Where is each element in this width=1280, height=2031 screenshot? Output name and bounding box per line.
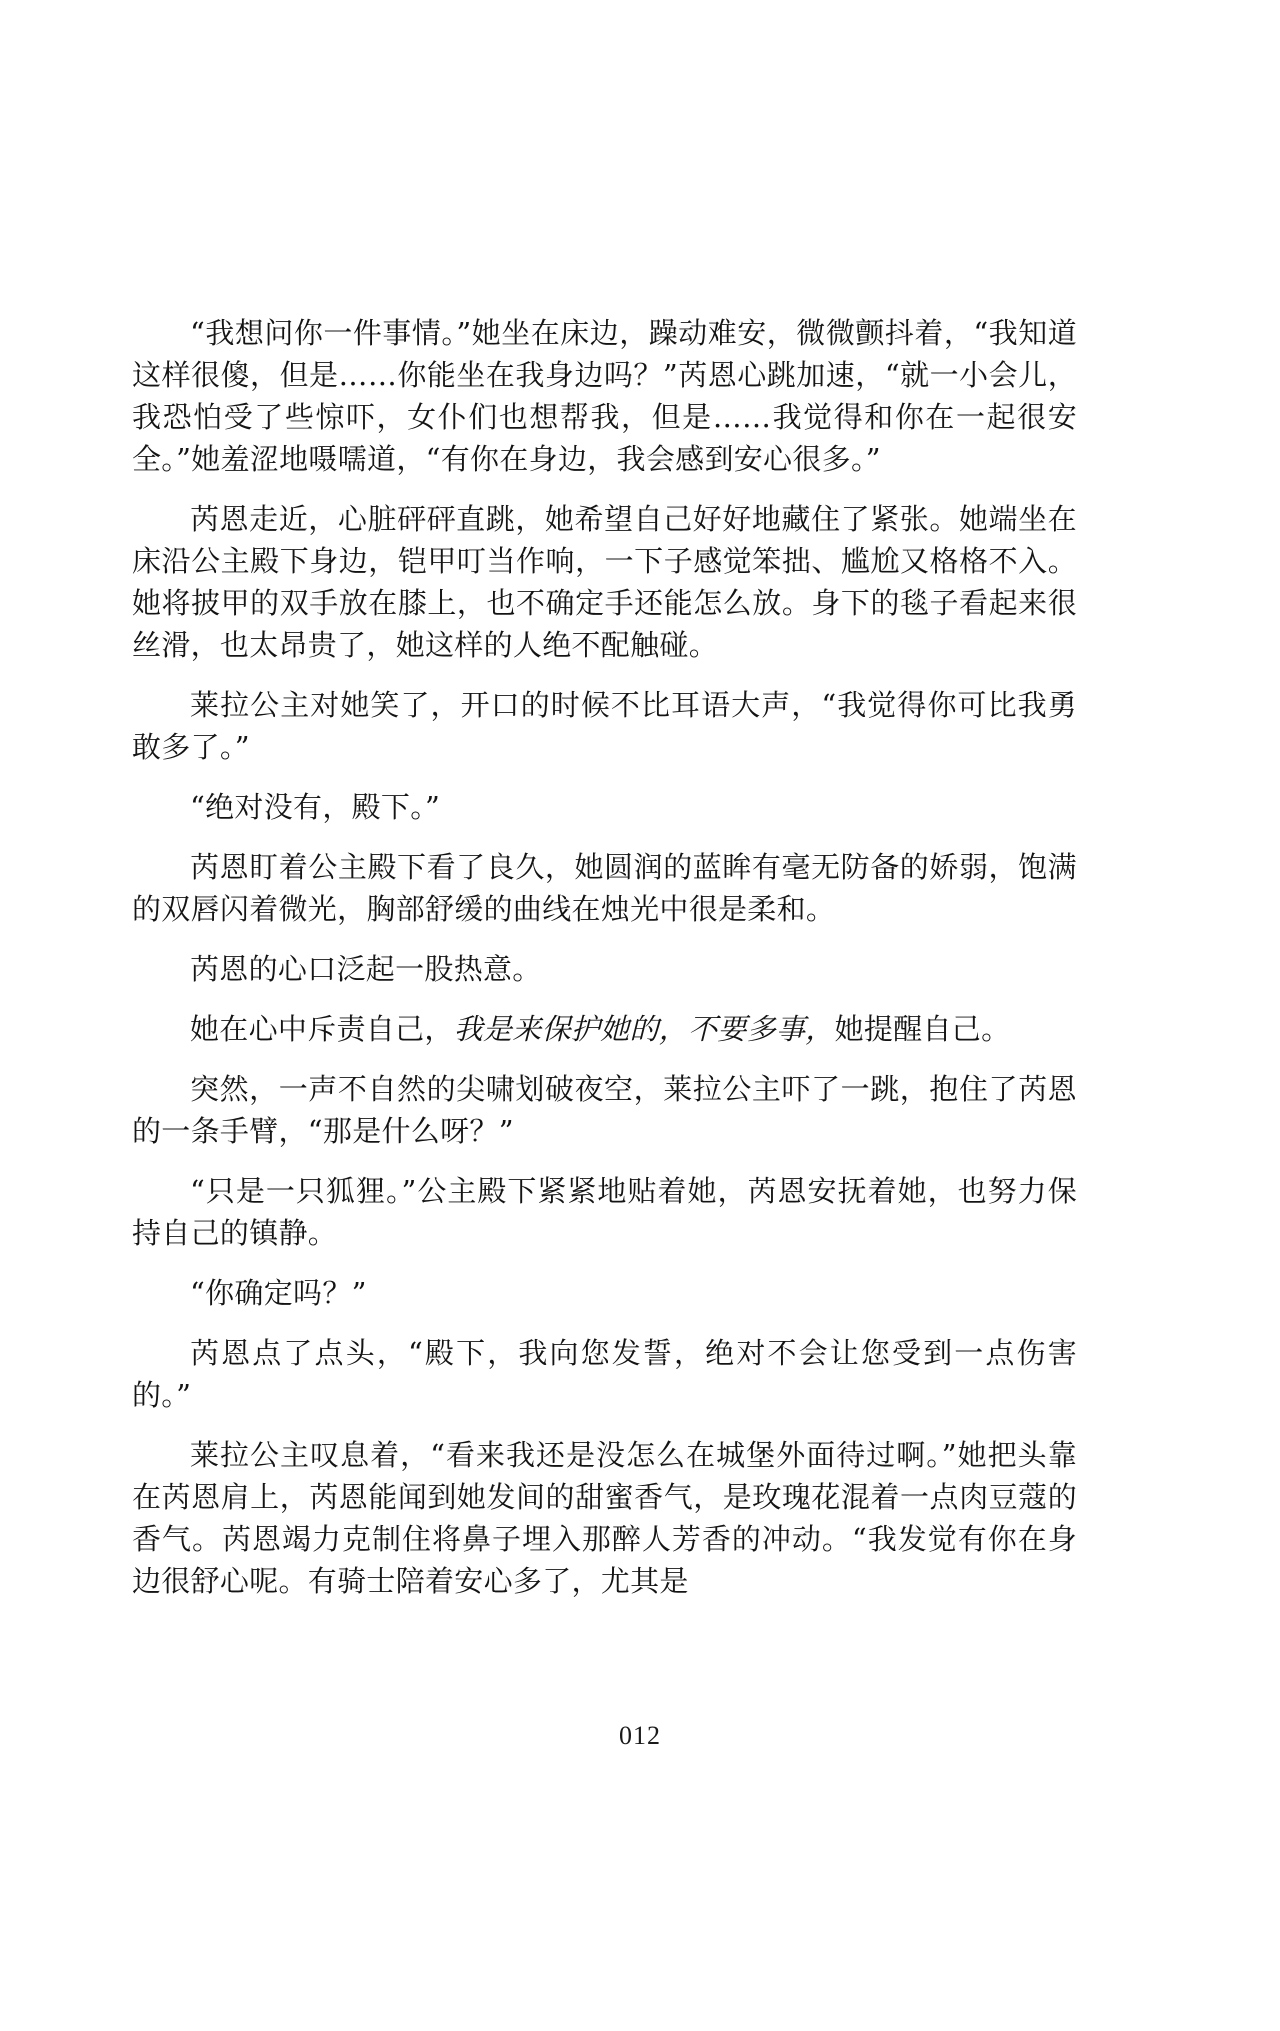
paragraph: 芮恩点了点头，“殿下，我向您发誓，绝对不会让您受到一点伤害的。” xyxy=(132,1336,1077,1412)
paragraph: “你确定吗？” xyxy=(190,1276,367,1310)
paragraph: “只是一只狐狸。”公主殿下紧紧地贴着她，芮恩安抚着她，也努力保持自己的镇静。 xyxy=(132,1174,1077,1250)
italic-thought: 我是来保护她的，不要多事， xyxy=(453,1012,835,1046)
paragraph: 芮恩盯着公主殿下看了良久，她圆润的蓝眸有毫无防备的娇弱，饱满的双唇闪着微光，胸部舒缓的曲线在烛光中很是柔和。 xyxy=(132,850,1077,926)
paragraph-text-after: 她提醒自己。 xyxy=(834,1012,1011,1046)
paragraph: “绝对没有，殿下。” xyxy=(190,790,441,824)
paragraph: 突然，一声不自然的尖啸划破夜空，莱拉公主吓了一跳，抱住了芮恩的一条手臂，“那是什么呀？” xyxy=(132,1072,1077,1148)
body-text xyxy=(132,312,1077,1620)
paragraph: 芮恩走近，心脏砰砰直跳，她希望自己好好地藏住了紧张。她端坐在床沿公主殿下身边，铠甲叮当作响，一下子感觉笨拙、尴尬又格格不入。她将披甲的双手放在膝上，也不确定手还能怎么放。身下的毯子看起来很丝滑，也太昂贵了，她这样的人绝不配触碰。 xyxy=(132,502,1077,662)
paragraph: 芮恩的心口泛起一股热意。 xyxy=(190,952,542,986)
paragraph-with-italic-thought xyxy=(132,1008,1077,1050)
page-number: 012 xyxy=(619,1721,661,1750)
paragraph: 莱拉公主叹息着，“看来我还是没怎么在城堡外面待过啊。”她把头靠在芮恩肩上，芮恩能闻到她发间的甜蜜香气，是玫瑰花混着一点肉豆蔻的香气。芮恩竭力克制住将鼻子埋入那醉人芳香的冲动。“我发觉有你在身边很舒心呢。有骑士陪着安心多了，尤其是 xyxy=(132,1438,1077,1598)
paragraph: “我想问你一件事情。”她坐在床边，躁动难安，微微颤抖着，“我知道这样很傻，但是……你能坐在我身边吗？”芮恩心跳加速，“就一小会儿，我恐怕受了些惊吓，女仆们也想帮我，但是……我觉得和你在一起很安全。”她羞涩地嗫嚅道，“有你在身边，我会感到安心很多。” xyxy=(132,316,1077,476)
paragraph: 莱拉公主对她笑了，开口的时候不比耳语大声，“我觉得你可比我勇敢多了。” xyxy=(132,688,1077,764)
paragraph-text-before: 她在心中斥责自己， xyxy=(190,1012,454,1046)
